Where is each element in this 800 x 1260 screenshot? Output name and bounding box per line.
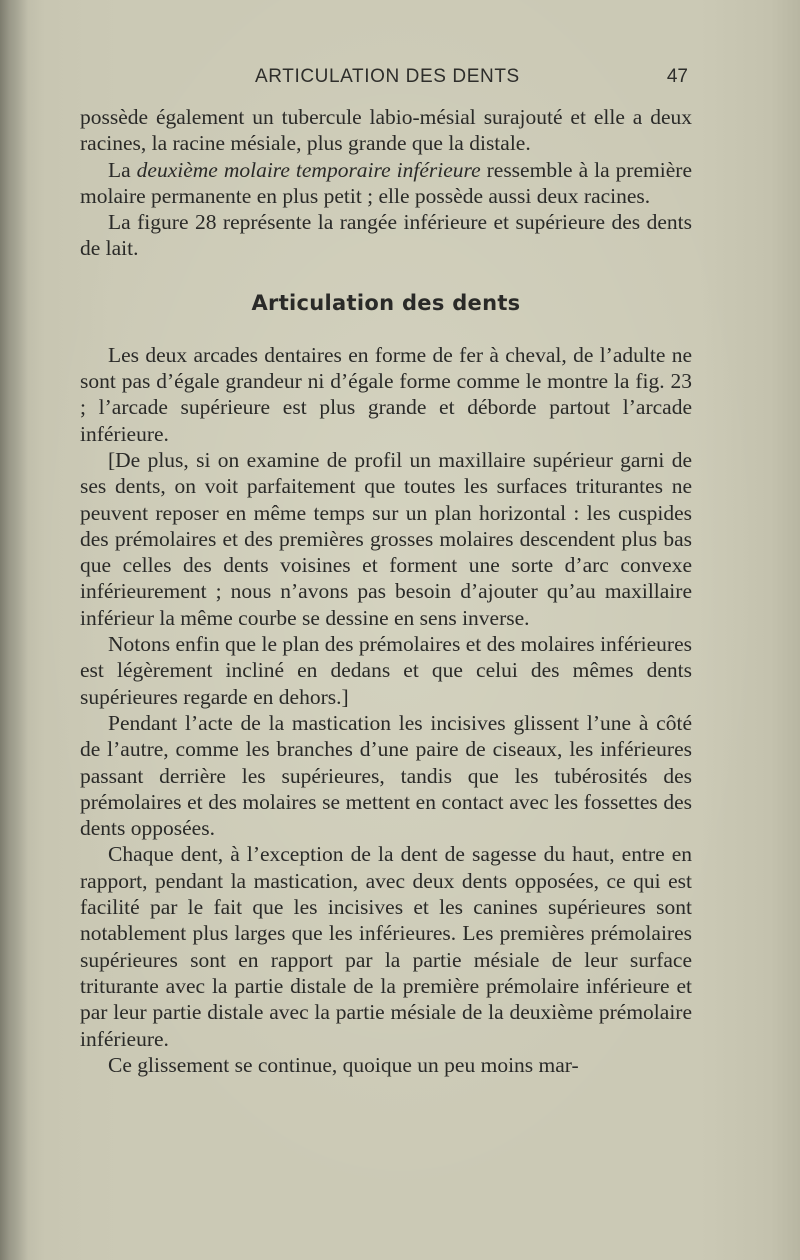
paragraph-glissement: Ce glissement se continue, quoique un peu moins mar- [108, 1052, 579, 1077]
section-heading: Articulation des dents [251, 290, 521, 315]
page-number: 47 [666, 66, 688, 87]
paragraph-plane: Notons enfin que le plan des prémolaires et des molaires inférieures est légèrement incliné en dedans et que celui des mêmes dents supérieures regarde en dehors.] [80, 632, 692, 709]
page-gutter-shadow [0, 0, 28, 1260]
paragraph-prefix: La [108, 157, 137, 182]
paragraph-each-tooth: Chaque dent, à l’exception de la dent de sagesse du haut, entre en rapport, pendant la mastication, avec deux dents opposées, ce qui est facilité par le fait que les incisives et les canines supérieures sont notablement plus larges que les inférieures. Les premières prémolaires supérieures sont en rapport par la partie mésiale de leur surface triturante avec la partie distale de la première prémolaire inférieure et par leur partie distale avec la partie mésiale de la deuxième prémolaire inférieure. [80, 842, 692, 1051]
paragraph-arcades: Les deux arcades dentaires en forme de fer à cheval, de l’adulte ne sont pas d’égale grandeur ni d’égale forme comme le montre la fig. 23 ; l’arcade supérieure est plus grande et déborde partout l’arcade inférieure. [80, 342, 692, 446]
running-head-title: ARTICULATION DES DENTS [255, 66, 520, 87]
body-text [80, 104, 692, 1078]
paragraph-profile: [De plus, si on examine de profil un maxillaire supérieur garni de ses dents, on voit parfaitement que toutes les surfaces triturantes ne peuvent reposer en même temps sur un plan horizontal : les cuspides des prémolaires et des premières grosses molaires descendent plus bas que celles des dents voisines et forment une sorte d’arc convexe inférieurement ; nous n’avons pas besoin d’ajouter qu’au maxillaire inférieur la même courbe se dessine en sens inverse. [80, 447, 692, 630]
paragraph-remainder: ressemble à la première molaire permanente en plus petit ; elle possède aussi deux racines. [80, 157, 692, 208]
paragraph-second-molar [80, 157, 692, 210]
emphasized-term: deuxième molaire temporaire inférieure [136, 157, 481, 182]
paragraph-continued: possède également un tubercule labio-mésial surajouté et elle a deux racines, la racine mésiale, plus grande que la distale. [80, 105, 692, 156]
paragraph-figure-28: La figure 28 représente la rangée inférieure et supérieure des dents de lait. [80, 210, 692, 261]
paragraph-mastication: Pendant l’acte de la mastication les incisives glissent l’une à côté de l’autre, comme les branches d’une paire de ciseaux, les inférieures passant derrière les supérieures, tandis que les tubérosités des prémolaires et des molaires se mettent en contact avec les fossettes des dents opposées. [80, 710, 692, 841]
running-head [80, 66, 692, 92]
